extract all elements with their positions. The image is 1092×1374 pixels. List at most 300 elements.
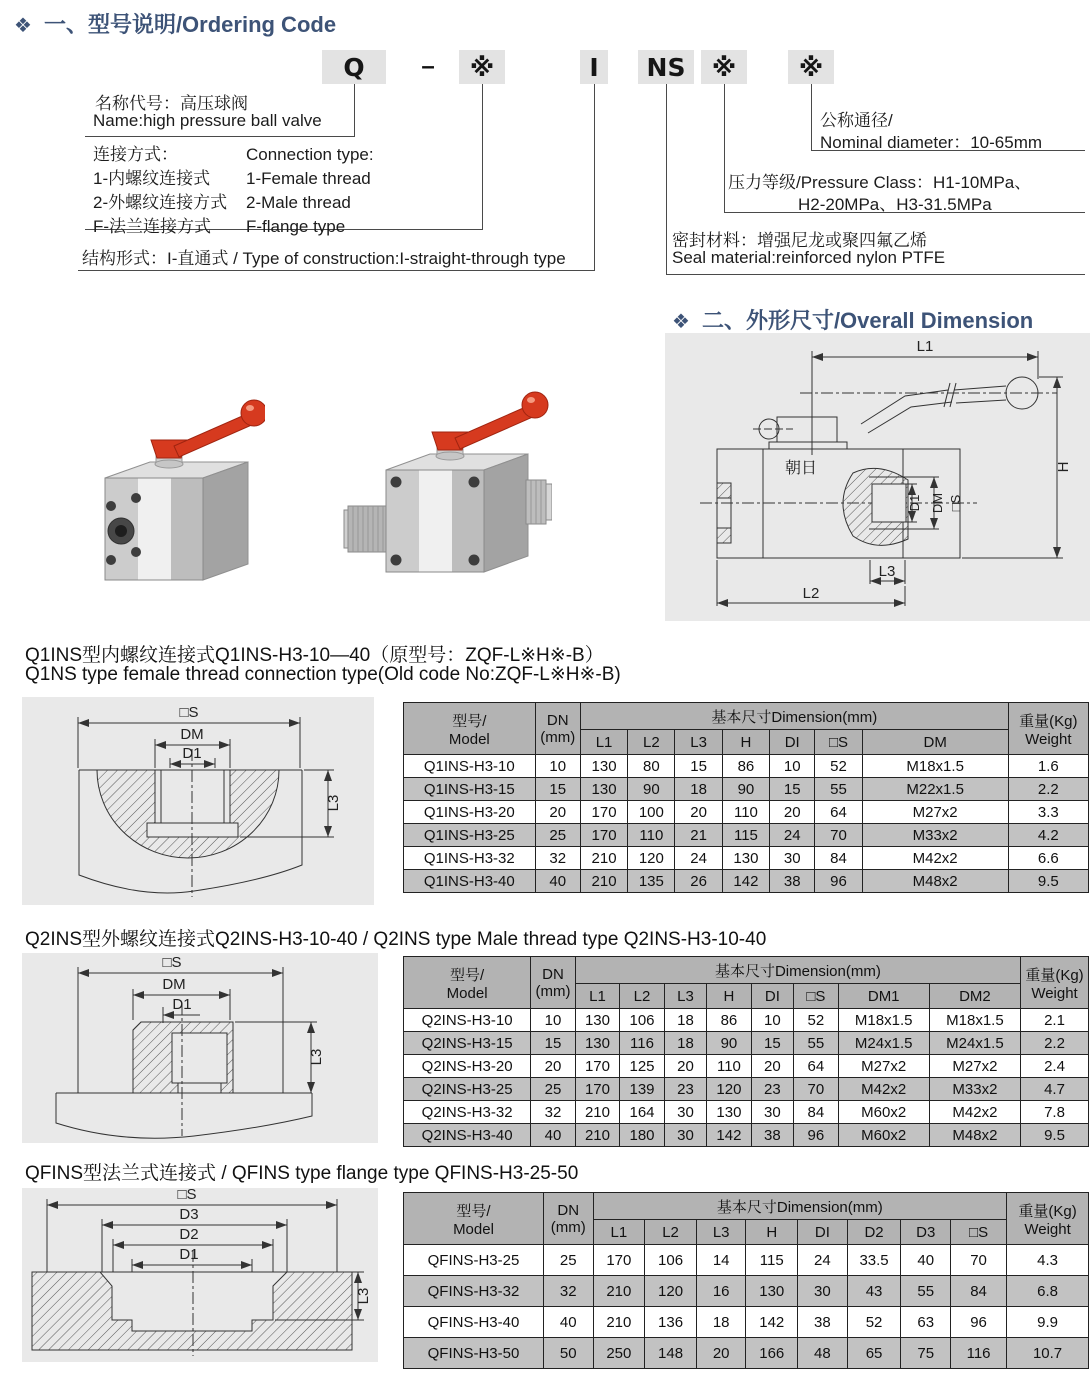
column-header: 重量(Kg) Weight <box>1021 957 1089 1009</box>
value-cell: 96 <box>794 1124 839 1147</box>
value-cell: 170 <box>580 801 627 824</box>
column-header: DM <box>862 730 1008 755</box>
value-cell: M48x2 <box>929 1124 1020 1147</box>
value-cell: 125 <box>620 1055 665 1078</box>
value-cell: 170 <box>575 1078 620 1101</box>
dim-label-l3: L3 <box>325 794 342 812</box>
table1-title-en: Q1NS type female thread connection type(Old code No:ZQF-L※H※-B) <box>25 664 621 685</box>
table-row <box>404 778 1089 801</box>
value-cell: 70 <box>951 1245 1007 1276</box>
value-cell: 250 <box>593 1338 645 1369</box>
value-cell: 4.2 <box>1008 824 1088 847</box>
dim-label-d1: D1 <box>172 996 192 1013</box>
value-cell: 24 <box>798 1245 848 1276</box>
column-header: 基本尺寸Dimension(mm) <box>575 957 1020 984</box>
code-box-q: Q <box>322 50 386 84</box>
value-cell: 130 <box>707 1101 752 1124</box>
column-header: 重量(Kg) Weight <box>1007 1193 1089 1245</box>
value-cell: 32 <box>531 1101 576 1124</box>
connection-line: 2-Male thread <box>246 193 351 212</box>
value-cell: 130 <box>722 847 769 870</box>
table-row <box>404 1307 1089 1338</box>
value-cell: 50 <box>543 1338 593 1369</box>
table-row <box>404 755 1089 778</box>
connector-line-q <box>354 84 355 136</box>
code-box-star1: ※ <box>459 50 505 84</box>
value-cell: 10 <box>531 1009 576 1032</box>
code-box-star3: ※ <box>788 50 834 84</box>
value-cell: 130 <box>575 1009 620 1032</box>
female-thread-diagram <box>22 697 374 905</box>
value-cell: 38 <box>751 1124 793 1147</box>
value-cell: M42x2 <box>862 847 1008 870</box>
value-cell: 43 <box>847 1276 901 1307</box>
flange-diagram <box>22 1188 378 1362</box>
connection-line: 1-内螺纹连接式 <box>93 169 211 188</box>
overall-dimension-drawing <box>665 333 1090 621</box>
dim-label-d1: D1 <box>179 1246 199 1263</box>
value-cell: 170 <box>580 824 627 847</box>
connector-line-star2 <box>724 84 725 212</box>
value-cell: 86 <box>707 1009 752 1032</box>
underline-seal <box>666 274 1085 275</box>
male-thread-diagram-panel <box>22 953 378 1143</box>
value-cell: 210 <box>580 847 627 870</box>
table-row <box>404 870 1089 893</box>
value-cell: 210 <box>575 1101 620 1124</box>
column-header: 型号/ Model <box>404 703 536 755</box>
connection-line: Connection type: <box>246 145 374 164</box>
value-cell: 106 <box>620 1009 665 1032</box>
value-cell: 40 <box>901 1245 951 1276</box>
value-cell: 25 <box>543 1245 593 1276</box>
dim-label-l3: L3 <box>878 563 896 580</box>
value-cell: 90 <box>707 1032 752 1055</box>
model-cell: QFINS-H3-50 <box>404 1338 544 1369</box>
value-cell: 86 <box>722 755 769 778</box>
value-cell: M24x1.5 <box>838 1032 929 1055</box>
value-cell: 130 <box>580 755 627 778</box>
column-header: L3 <box>675 730 722 755</box>
value-cell: 25 <box>535 824 580 847</box>
model-cell: QFINS-H3-32 <box>404 1276 544 1307</box>
value-cell: 115 <box>746 1245 798 1276</box>
table-row <box>404 1078 1089 1101</box>
code-box-i: I <box>580 50 608 84</box>
model-cell: QFINS-H3-40 <box>404 1307 544 1338</box>
value-cell: 15 <box>675 755 722 778</box>
value-cell: 110 <box>628 824 675 847</box>
value-cell: 32 <box>543 1276 593 1307</box>
value-cell: 84 <box>951 1276 1007 1307</box>
value-cell: 65 <box>847 1338 901 1369</box>
dim-label-s: □S <box>179 704 199 721</box>
value-cell: 52 <box>847 1307 901 1338</box>
value-cell: M33x2 <box>929 1078 1020 1101</box>
value-cell: 4.7 <box>1021 1078 1089 1101</box>
value-cell: 139 <box>620 1078 665 1101</box>
value-cell: 18 <box>664 1032 706 1055</box>
value-cell: 18 <box>664 1009 706 1032</box>
value-cell: 20 <box>531 1055 576 1078</box>
value-cell: 25 <box>531 1078 576 1101</box>
table-header-row <box>404 703 1089 730</box>
connection-type-cn <box>93 143 227 239</box>
dim-label-l3: L3 <box>355 1287 372 1305</box>
value-cell: 210 <box>575 1124 620 1147</box>
value-cell: 10 <box>770 755 815 778</box>
connection-line: 1-Female thread <box>246 169 371 188</box>
value-cell: 2.2 <box>1021 1032 1089 1055</box>
value-cell: 52 <box>815 755 862 778</box>
table-row <box>404 1338 1089 1369</box>
model-cell: QFINS-H3-25 <box>404 1245 544 1276</box>
model-cell: Q2INS-H3-15 <box>404 1032 531 1055</box>
dim-label-d3: D3 <box>179 1206 199 1223</box>
value-cell: 90 <box>722 778 769 801</box>
model-cell: Q2INS-H3-20 <box>404 1055 531 1078</box>
seal-material-cn: 密封材料：增强尼龙或聚四氟乙烯 <box>672 231 927 250</box>
model-cell: Q2INS-H3-25 <box>404 1078 531 1101</box>
value-cell: 40 <box>531 1124 576 1147</box>
value-cell: 84 <box>794 1101 839 1124</box>
table-header-row <box>404 957 1089 984</box>
dim-label-d1: D1 <box>182 745 202 762</box>
value-cell: 80 <box>628 755 675 778</box>
value-cell: 96 <box>815 870 862 893</box>
valve-photo-male-thread <box>340 378 552 583</box>
connector-line-star1 <box>482 84 483 229</box>
column-header: L2 <box>645 1220 697 1245</box>
connection-line: 连接方式： <box>93 145 178 164</box>
dim-label-s: □S <box>948 494 963 512</box>
dim-label-s: □S <box>177 1188 197 1203</box>
table-header-row <box>404 1193 1089 1220</box>
value-cell: 110 <box>707 1055 752 1078</box>
column-header: 基本尺寸Dimension(mm) <box>580 703 1008 730</box>
value-cell: M18x1.5 <box>862 755 1008 778</box>
value-cell: 30 <box>664 1124 706 1147</box>
value-cell: 33.5 <box>847 1245 901 1276</box>
value-cell: 106 <box>645 1245 697 1276</box>
section-diamond-icon: ❖ <box>14 13 32 37</box>
column-header: DI <box>770 730 815 755</box>
column-header: H <box>746 1220 798 1245</box>
value-cell: M60x2 <box>838 1101 929 1124</box>
value-cell: 48 <box>798 1338 848 1369</box>
dim-label-s: □S <box>162 954 182 971</box>
value-cell: M42x2 <box>929 1101 1020 1124</box>
valve-photo-female-thread <box>80 382 265 587</box>
value-cell: 120 <box>645 1276 697 1307</box>
value-cell: 30 <box>770 847 815 870</box>
dim-label-dm: DM <box>162 976 186 993</box>
value-cell: M24x1.5 <box>929 1032 1020 1055</box>
value-cell: 70 <box>794 1078 839 1101</box>
column-header: DN (mm) <box>531 957 576 1009</box>
table-row <box>404 801 1089 824</box>
value-cell: 15 <box>770 778 815 801</box>
value-cell: 166 <box>746 1338 798 1369</box>
connection-line: F-flange type <box>246 217 346 236</box>
table-row <box>404 1055 1089 1078</box>
column-header: DI <box>751 984 793 1009</box>
value-cell: 18 <box>675 778 722 801</box>
value-cell: 7.8 <box>1021 1101 1089 1124</box>
table2-title: Q2INS型外螺纹连接式Q2INS-H3-10-40 / Q2INS type Male thread type Q2INS-H3-10-40 <box>25 929 767 950</box>
column-header: 基本尺寸Dimension(mm) <box>593 1193 1007 1220</box>
value-cell: 24 <box>770 824 815 847</box>
value-cell: 170 <box>593 1245 645 1276</box>
value-cell: 15 <box>751 1032 793 1055</box>
column-header: L2 <box>628 730 675 755</box>
column-header: D3 <box>901 1220 951 1245</box>
name-code-en: Name:high pressure ball valve <box>93 111 322 130</box>
column-header: L2 <box>620 984 665 1009</box>
value-cell: 4.3 <box>1007 1245 1089 1276</box>
value-cell: M18x1.5 <box>838 1009 929 1032</box>
table-row <box>404 1009 1089 1032</box>
dim-label-l2: L2 <box>802 585 820 602</box>
table-row <box>404 1032 1089 1055</box>
value-cell: M42x2 <box>838 1078 929 1101</box>
value-cell: 210 <box>593 1307 645 1338</box>
value-cell: 120 <box>628 847 675 870</box>
qfins-spec-table <box>403 1192 1089 1369</box>
construction-note: 结构形式：I-直通式 / Type of construction:I-straight-through type <box>82 249 566 268</box>
value-cell: 10.7 <box>1007 1338 1089 1369</box>
column-header: L1 <box>593 1220 645 1245</box>
value-cell: 63 <box>901 1307 951 1338</box>
dim-label-l1: L1 <box>916 338 934 355</box>
value-cell: 70 <box>815 824 862 847</box>
value-cell: 20 <box>751 1055 793 1078</box>
value-cell: 40 <box>543 1307 593 1338</box>
column-header: 型号/ Model <box>404 1193 544 1245</box>
value-cell: 20 <box>675 801 722 824</box>
value-cell: 20 <box>696 1338 746 1369</box>
nominal-diameter-en: Nominal diameter：10-65mm <box>820 133 1043 152</box>
model-cell: Q2INS-H3-40 <box>404 1124 531 1147</box>
value-cell: 40 <box>535 870 580 893</box>
value-cell: 21 <box>675 824 722 847</box>
value-cell: 30 <box>664 1101 706 1124</box>
value-cell: 10 <box>751 1009 793 1032</box>
column-header: □S <box>951 1220 1007 1245</box>
section2-heading <box>672 304 1033 335</box>
value-cell: 38 <box>798 1307 848 1338</box>
table-row <box>404 1276 1089 1307</box>
value-cell: 23 <box>664 1078 706 1101</box>
value-cell: 9.5 <box>1021 1124 1089 1147</box>
value-cell: 14 <box>696 1245 746 1276</box>
value-cell: 9.9 <box>1007 1307 1089 1338</box>
value-cell: 90 <box>628 778 675 801</box>
value-cell: 10 <box>535 755 580 778</box>
column-header: L1 <box>575 984 620 1009</box>
column-header: DN (mm) <box>543 1193 593 1245</box>
value-cell: 55 <box>815 778 862 801</box>
column-header: D2 <box>847 1220 901 1245</box>
column-header: DI <box>798 1220 848 1245</box>
code-box-ns: NS <box>638 50 694 84</box>
value-cell: M60x2 <box>838 1124 929 1147</box>
value-cell: 64 <box>794 1055 839 1078</box>
value-cell: 116 <box>620 1032 665 1055</box>
code-box-star2: ※ <box>701 50 747 84</box>
value-cell: M27x2 <box>929 1055 1020 1078</box>
section2-title: 二、外形尺寸/Overall Dimension <box>701 308 1034 333</box>
value-cell: 180 <box>620 1124 665 1147</box>
value-cell: 15 <box>535 778 580 801</box>
value-cell: 142 <box>746 1307 798 1338</box>
value-cell: M48x2 <box>862 870 1008 893</box>
value-cell: 84 <box>815 847 862 870</box>
value-cell: 135 <box>628 870 675 893</box>
model-cell: Q2INS-H3-10 <box>404 1009 531 1032</box>
model-cell: Q1INS-H3-40 <box>404 870 536 893</box>
value-cell: M27x2 <box>838 1055 929 1078</box>
value-cell: M33x2 <box>862 824 1008 847</box>
column-header: DM1 <box>838 984 929 1009</box>
dim-label-dm: DM <box>180 726 204 743</box>
value-cell: 52 <box>794 1009 839 1032</box>
value-cell: 210 <box>593 1276 645 1307</box>
dim-label-l3: L3 <box>308 1048 325 1066</box>
value-cell: 170 <box>575 1055 620 1078</box>
connection-line: F-法兰连接方式 <box>93 217 212 236</box>
column-header: L3 <box>696 1220 746 1245</box>
value-cell: M22x1.5 <box>862 778 1008 801</box>
connector-line-ns <box>666 84 667 274</box>
value-cell: 20 <box>664 1055 706 1078</box>
value-cell: 9.5 <box>1008 870 1088 893</box>
code-dash: – <box>421 53 435 80</box>
model-cell: Q1INS-H3-15 <box>404 778 536 801</box>
connection-line: 2-外螺纹连接方式 <box>93 193 228 212</box>
table-row <box>404 1124 1089 1147</box>
overall-dimension-panel <box>665 333 1090 621</box>
model-cell: Q1INS-H3-32 <box>404 847 536 870</box>
table-row <box>404 824 1089 847</box>
dim-label-d1: D1 <box>907 494 922 512</box>
value-cell: 55 <box>794 1032 839 1055</box>
q1ins-spec-table <box>403 702 1089 893</box>
column-header: H <box>707 984 752 1009</box>
table-row <box>404 1245 1089 1276</box>
value-cell: 15 <box>531 1032 576 1055</box>
value-cell: 6.6 <box>1008 847 1088 870</box>
model-cell: Q1INS-H3-25 <box>404 824 536 847</box>
value-cell: 23 <box>751 1078 793 1101</box>
value-cell: 142 <box>707 1124 752 1147</box>
value-cell: 30 <box>798 1276 848 1307</box>
value-cell: 3.3 <box>1008 801 1088 824</box>
value-cell: 164 <box>620 1101 665 1124</box>
value-cell: 130 <box>580 778 627 801</box>
underline-construction <box>78 270 595 271</box>
column-header: DM2 <box>929 984 1020 1009</box>
connector-line-i <box>594 84 595 270</box>
table-row <box>404 847 1089 870</box>
model-cell: Q2INS-H3-32 <box>404 1101 531 1124</box>
value-cell: 16 <box>696 1276 746 1307</box>
value-cell: 20 <box>535 801 580 824</box>
value-cell: 110 <box>722 801 769 824</box>
male-thread-diagram <box>22 953 378 1143</box>
value-cell: 75 <box>901 1338 951 1369</box>
table-row <box>404 1101 1089 1124</box>
name-code-cn: 名称代号：高压球阀 <box>95 94 248 113</box>
value-cell: 136 <box>645 1307 697 1338</box>
model-cell: Q1INS-H3-10 <box>404 755 536 778</box>
value-cell: 96 <box>951 1307 1007 1338</box>
column-header: L3 <box>664 984 706 1009</box>
table3-title: QFINS型法兰式连接式 / QFINS type flange type QFINS-H3-25-50 <box>25 1163 579 1184</box>
value-cell: 1.6 <box>1008 755 1088 778</box>
column-header: DN (mm) <box>535 703 580 755</box>
value-cell: 24 <box>675 847 722 870</box>
column-header: □S <box>815 730 862 755</box>
brand-mark: 朝日 <box>785 460 818 477</box>
column-header: 型号/ Model <box>404 957 531 1009</box>
column-header: □S <box>794 984 839 1009</box>
column-header: H <box>722 730 769 755</box>
pressure-class-line2: H2-20MPa、H3-31.5MPa <box>798 195 992 214</box>
pressure-class-line1: 压力等级/Pressure Class：H1-10MPa、 <box>728 173 1032 192</box>
value-cell: 2.4 <box>1021 1055 1089 1078</box>
flange-diagram-panel <box>22 1188 378 1362</box>
value-cell: 18 <box>696 1307 746 1338</box>
value-cell: 120 <box>707 1078 752 1101</box>
value-cell: 32 <box>535 847 580 870</box>
value-cell: 210 <box>580 870 627 893</box>
value-cell: 130 <box>575 1032 620 1055</box>
nominal-diameter-cn: 公称通径/ <box>820 111 893 130</box>
value-cell: 148 <box>645 1338 697 1369</box>
value-cell: M27x2 <box>862 801 1008 824</box>
connector-line-star3 <box>811 84 812 150</box>
value-cell: 130 <box>746 1276 798 1307</box>
dim-label-dm: DM <box>930 492 945 514</box>
q2ins-spec-table <box>403 956 1089 1147</box>
value-cell: 2.2 <box>1008 778 1088 801</box>
value-cell: 115 <box>722 824 769 847</box>
model-cell: Q1INS-H3-20 <box>404 801 536 824</box>
column-header: 重量(Kg) Weight <box>1008 703 1088 755</box>
seal-material-en: Seal material:reinforced nylon PTFE <box>672 248 946 267</box>
value-cell: 26 <box>675 870 722 893</box>
column-header: L1 <box>580 730 627 755</box>
value-cell: 55 <box>901 1276 951 1307</box>
dim-label-d2: D2 <box>179 1226 199 1243</box>
table1-title-cn: Q1INS型内螺纹连接式Q1INS-H3-10—40（原型号：ZQF-L※H※-B） <box>25 645 604 666</box>
value-cell: 64 <box>815 801 862 824</box>
value-cell: 6.8 <box>1007 1276 1089 1307</box>
value-cell: 38 <box>770 870 815 893</box>
value-cell: M18x1.5 <box>929 1009 1020 1032</box>
section1-heading <box>14 8 336 39</box>
value-cell: 2.1 <box>1021 1009 1089 1032</box>
underline-name <box>85 136 355 137</box>
dim-label-h: H <box>1055 461 1072 473</box>
section-diamond-icon: ❖ <box>672 309 690 333</box>
value-cell: 100 <box>628 801 675 824</box>
connection-type-en <box>246 143 374 239</box>
value-cell: 116 <box>951 1338 1007 1369</box>
value-cell: 20 <box>770 801 815 824</box>
section1-title: 一、型号说明/Ordering Code <box>43 12 337 37</box>
